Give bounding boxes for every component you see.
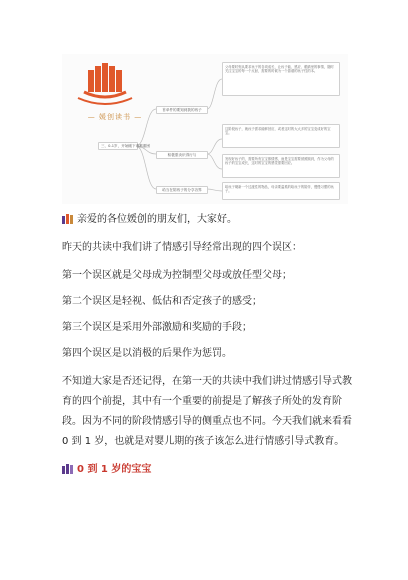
section-title: 0 到 1 岁的宝宝: [77, 464, 152, 475]
mindmap-note-1: 父母要时刻从要求孩子的各项成长，让孩子能、感应、眼睛里的事情，随时关注宝宝的每一个反射，需要的时候为一个靠谱的孩子性的本。: [222, 62, 340, 96]
mindmap-branch-2: 积极需卖识得行与: [156, 151, 208, 159]
paragraph-mistake-3: 第三个误区是采用外部激励和奖励的手段；: [62, 322, 252, 333]
mindmap-note-4: 给孩子刷新一个过渡性的物品，母亲要温柔的给孩子的陪伴，慢慢习惯的孩子。: [222, 182, 340, 200]
greeting-text: 亲爱的各位媛创的朋友们，大家好。: [77, 214, 237, 225]
section-heading: [62, 460, 352, 480]
paragraph-mistake-1: 第一个误区就是父母成为控制型父母或放任型父母；: [62, 270, 292, 281]
mindmap-branch-4: 给当在陪孩子的分享各界: [156, 186, 208, 194]
book-icon: [62, 464, 76, 474]
paragraph-recap: 昨天的共读中我们讲了情感引导经常出现的四个误区：: [62, 242, 302, 253]
greeting-paragraph: [62, 210, 352, 230]
paragraph-mistake-4: 第四个误区是以消极的后果作为惩罚。: [62, 348, 232, 359]
book-icon: [62, 214, 76, 224]
mindmap-figure: [62, 54, 348, 204]
book-logo-icon: [78, 63, 132, 104]
mindmap-note-3: 发现好孩子的，需要所有宝宝都情感，而是宝宝需要被照顾到，作为父母的孩子的宝宝成长，这时的宝宝的感觉需要回应。: [222, 154, 340, 178]
paragraph-mistake-2: 第二个误区是轻视、低估和否定孩子的感受；: [62, 296, 262, 307]
logo-caption: — 媛创读书 —: [87, 113, 143, 121]
paragraph-intro: 不知道大家是否还记得，在第一天的共读中我们讲过情感引导式教育的四个前提，其中有一个重要的前提是了解孩子所处的发育阶段。因为不同的阶段情感引导的侧重点也不同。今天我们就来看看 0 到 1 岁，也就是对婴儿期的孩子该怎么进行情感引导式教育。: [62, 376, 352, 447]
mindmap-branch-1: 首单件的要知到我的孩子: [156, 106, 208, 114]
mindmap-note-2: 这阶段孩子，就孩子需求能够回应，或者这时的大大多的宝宝变成好的宝宝。: [222, 124, 340, 148]
mindmap-root-node: 三、0-1岁，开始刚下谁都重困: [98, 142, 138, 150]
